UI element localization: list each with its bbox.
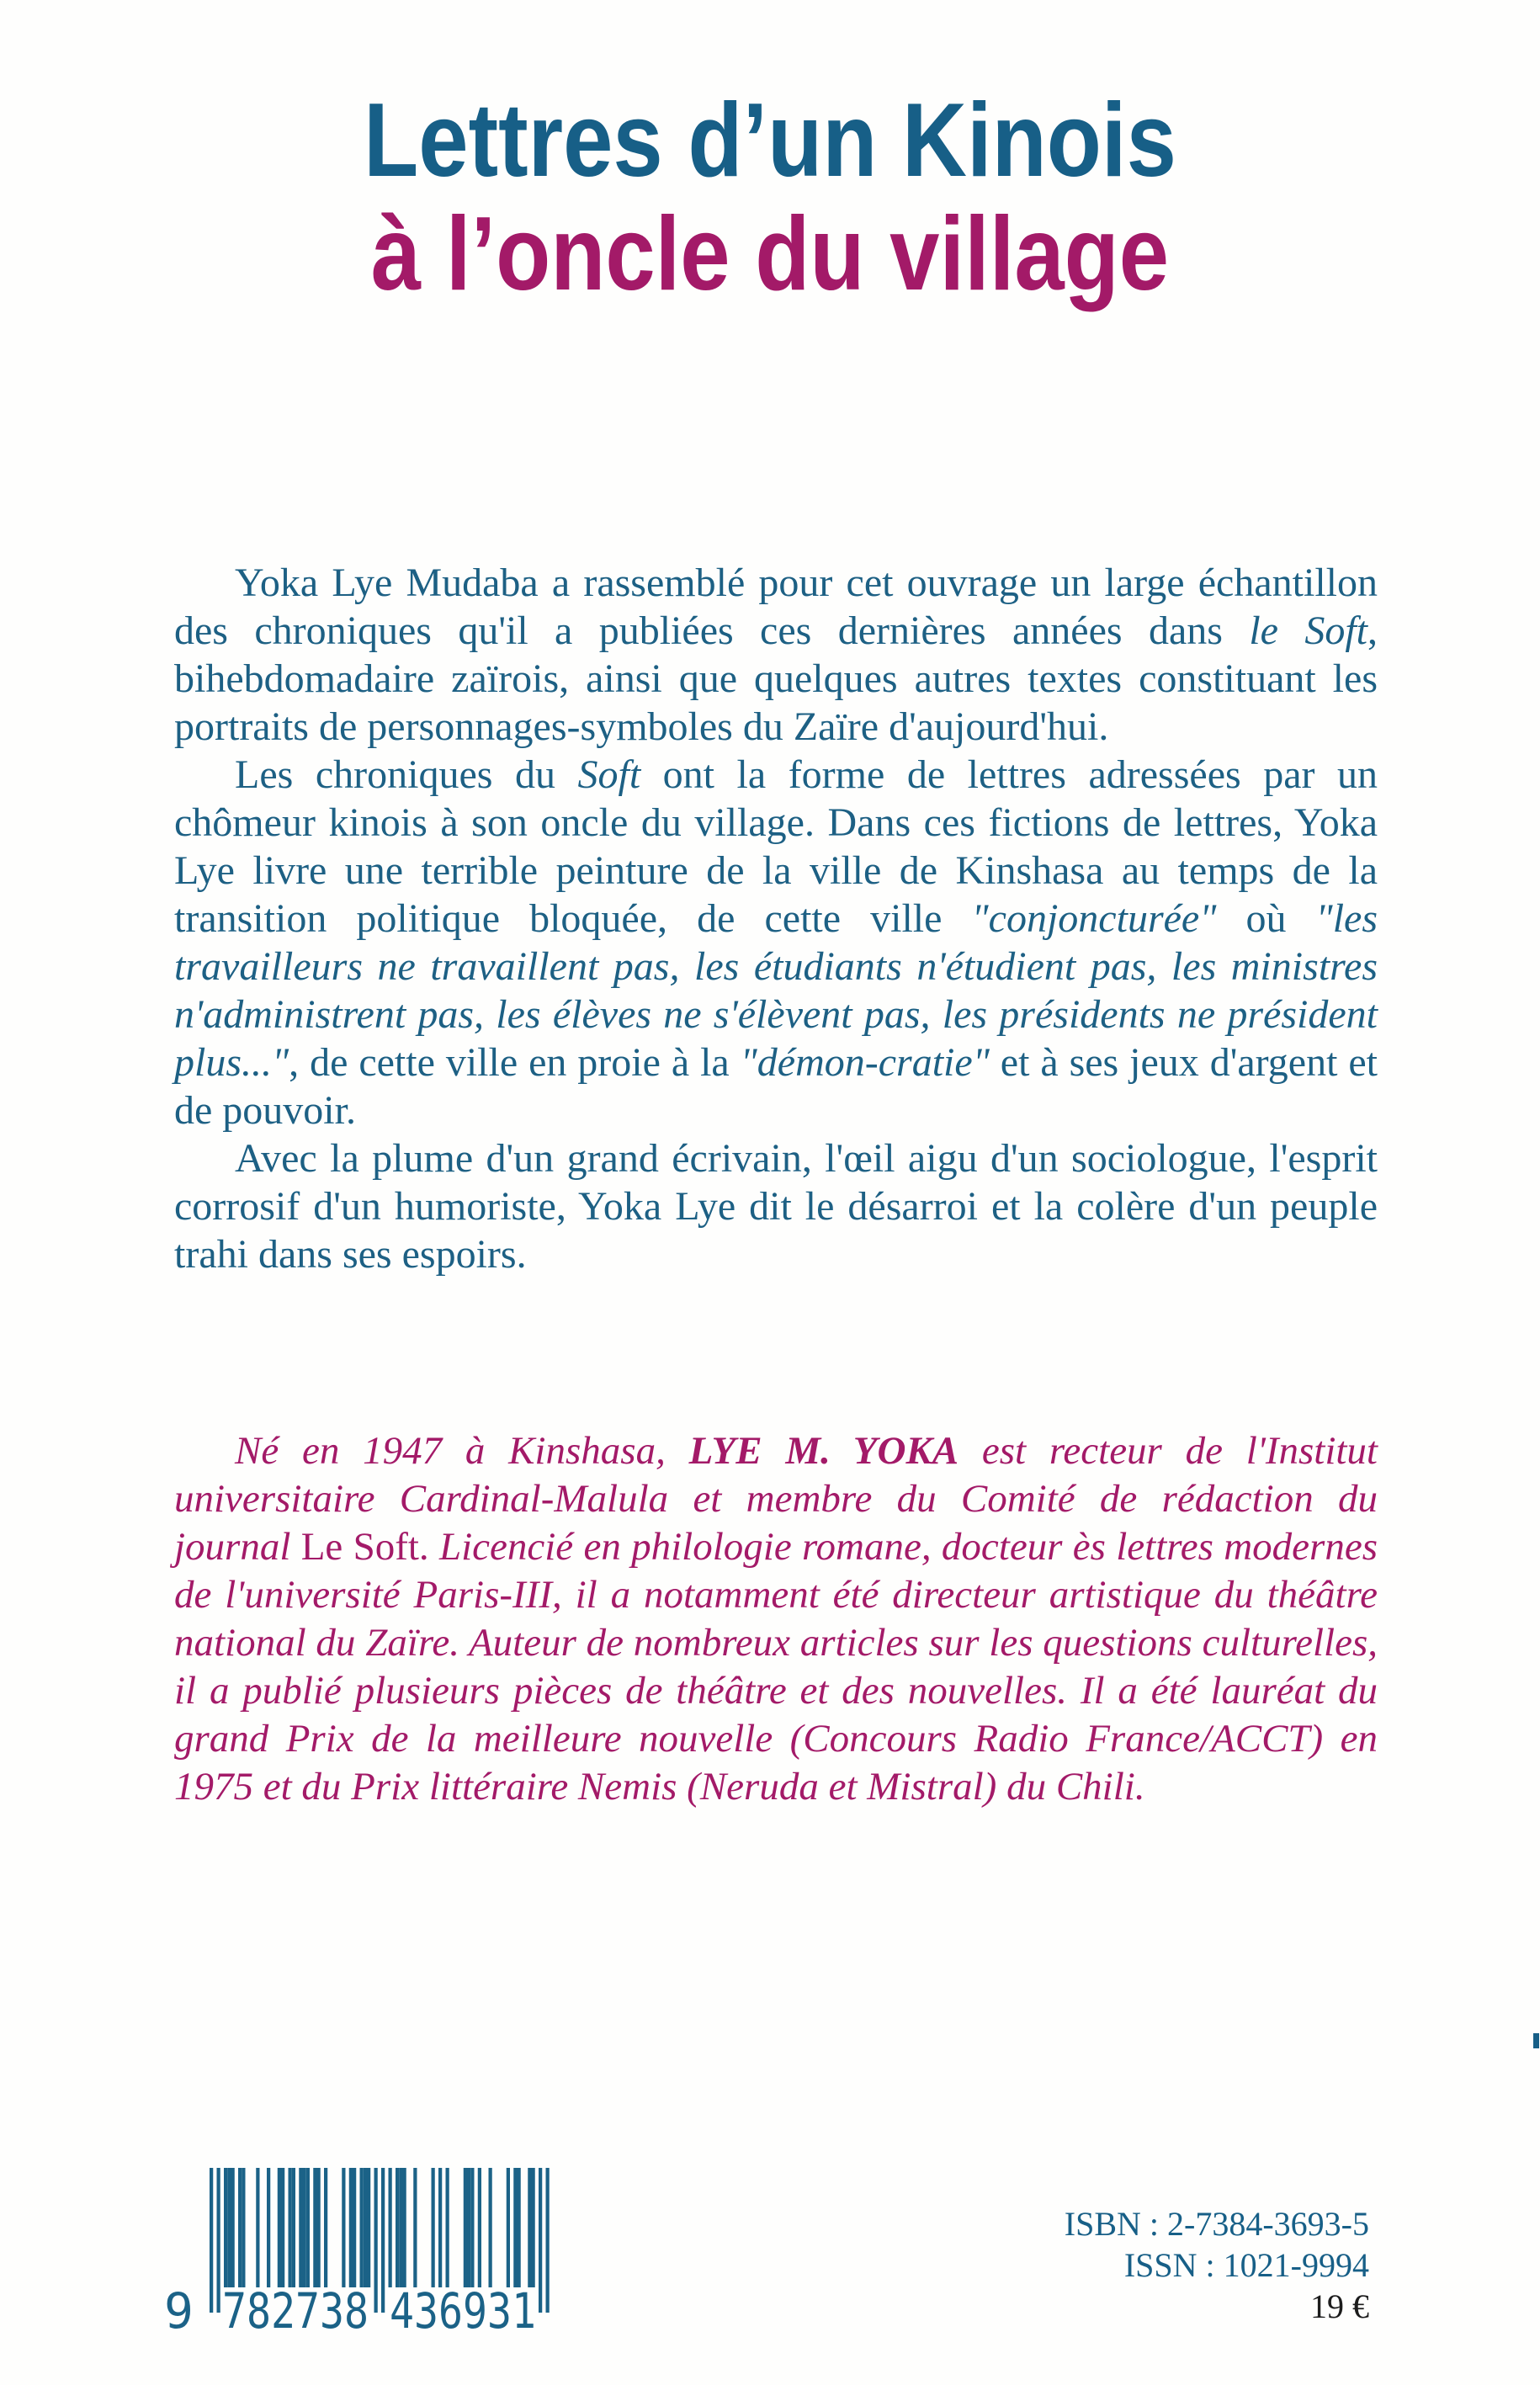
title-block — [0, 84, 1540, 311]
author-bio-section — [174, 1427, 1378, 1811]
text-segment: Avec la plume d'un grand écrivain, l'œil aigu d'un sociologue, l'esprit corrosif d'un humoriste, Yoka Lye dit le désarroi et la colère d'un peuple trahi dans ses espoirs. — [174, 1136, 1378, 1277]
text-segment: et à ses jeux d'argent et de pouvoir. — [174, 1040, 1378, 1133]
synopsis-section — [174, 559, 1378, 1278]
text-segment: "conjoncturée" — [971, 896, 1217, 941]
synopsis-paragraph-3 — [174, 1134, 1378, 1278]
scan-edge-mark — [1533, 2033, 1539, 2048]
text-segment: Licencié en philologie romane, docteur ès lettres modernes de l'université Paris-III, il a notamment été directeur artistique du théâtre national du Zaïre. Auteur de nombreux articles sur les questions culturelles, il a publié plusieurs pièces de théâtre et des nouvelles. Il a été lauréat du grand Prix de la meilleure nouvelle (Concours Radio France/ACCT) en 1975 et du Prix littéraire Nemis (Neruda et Mistral) du Chili. — [174, 1525, 1378, 1809]
title-line-1: Lettres d’un Kinois — [364, 82, 1176, 199]
synopsis-paragraph-1 — [174, 559, 1378, 751]
barcode-digit-group: 436931 — [390, 2282, 536, 2336]
synopsis-paragraph-2 — [174, 751, 1378, 1134]
text-segment: où — [1216, 896, 1316, 941]
text-segment: Yoka Lye Mudaba a rassemblé pour cet ouvrage un large échantillon des chroniques qu'il a publiées ces dernières années dans — [174, 560, 1378, 653]
imprint-block — [1065, 2203, 1369, 2327]
text-segment: Les chroniques du — [235, 752, 578, 797]
barcode-digit-group: 782738 — [222, 2282, 369, 2336]
text-segment: est recteur de l'Institut universitaire Cardinal-Malula et membre du Comité de rédaction du journal — [174, 1429, 1378, 1569]
text-segment: "démon-cratie" — [740, 1040, 990, 1085]
title-line-2: à l’oncle du village — [370, 196, 1170, 312]
issn-line: ISSN : 1021-9994 — [1123, 2246, 1369, 2284]
isbn-line: ISBN : 2-7384-3693-5 — [1064, 2205, 1369, 2243]
text-segment: ont la forme de lettres adressées par un chômeur kinois à son oncle du village. Dans ces fictions de lettres, Yoka Lye livre une terrible peinture de la ville de Kinshasa au temps de la transition politique bloquée, de cette ville — [174, 752, 1378, 941]
text-segment: LYE M. YOKA — [688, 1429, 959, 1473]
text-segment: , de cette ville en proie à la — [289, 1040, 741, 1085]
text-segment: Le Soft. — [300, 1525, 429, 1569]
barcode-block — [159, 2168, 556, 2336]
text-segment: , bihebdomadaire zaïrois, ainsi que quelques autres textes constituant les portraits de personnages-symboles du Zaïre d'aujourd'hui. — [174, 608, 1378, 749]
text-segment: "les travailleurs ne travaillent pas, les étudiants n'étudient pas, les ministres n'administrent pas, les élèves ne s'élèvent pas, les présidents ne président plus..." — [174, 896, 1378, 1085]
text-segment: Né en 1947 à Kinshasa, — [235, 1429, 689, 1473]
text-segment: Soft — [577, 752, 641, 797]
barcode-digit-group: 9 — [164, 2282, 194, 2336]
ean13-barcode — [159, 2168, 556, 2336]
text-segment: le Soft — [1249, 608, 1367, 653]
author-bio-paragraph — [174, 1427, 1378, 1811]
price-line: 19 € — [1310, 2287, 1369, 2325]
